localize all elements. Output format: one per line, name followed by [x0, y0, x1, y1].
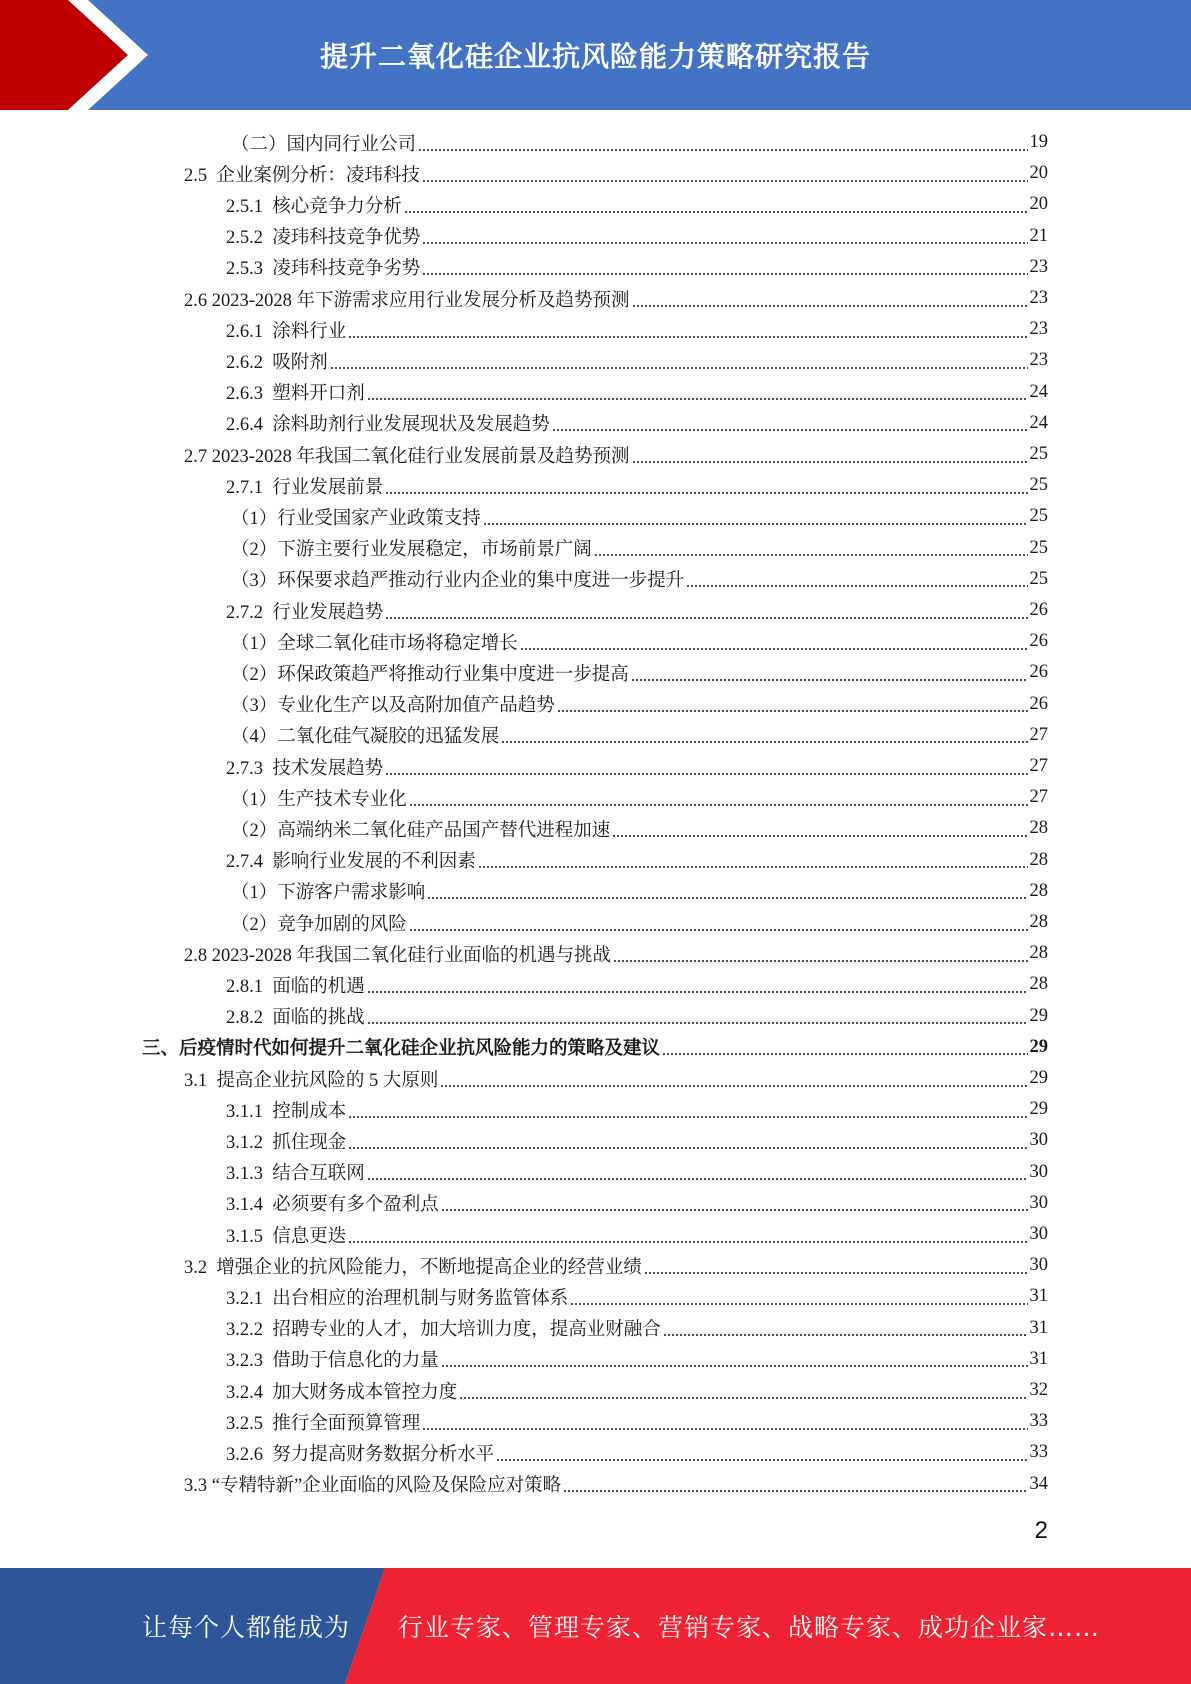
- footer-slogan-right: 行业专家、管理专家、营销专家、战略专家、成功企业家……: [398, 1613, 1101, 1642]
- toc-entry-title: 3.2.3 借助于信息化的力量: [226, 1351, 439, 1372]
- toc-entry-page: 23: [1029, 350, 1048, 371]
- toc-entry[interactable]: [226, 845, 1048, 876]
- toc-entry-title: 2.7 2023-2028 年我国二氧化硅行业发展前景及趋势预测: [184, 446, 630, 467]
- toc-entry[interactable]: [231, 907, 1048, 938]
- toc-entry[interactable]: [231, 689, 1048, 720]
- toc-entry-title: 3.1 提高企业抗风险的 5 大原则: [184, 1070, 439, 1091]
- toc-entry-title: 2.5 企业案例分析：凌玮科技: [184, 165, 420, 186]
- toc-dot-leader: [367, 1022, 1028, 1024]
- toc-entry-page: 28: [1029, 818, 1048, 839]
- toc-entry-title: 2.6.4 涂料助剂行业发展现状及发展趋势: [226, 415, 550, 436]
- toc-entry-page: 25: [1029, 568, 1048, 589]
- toc-entry-page: 21: [1029, 225, 1048, 246]
- toc-entry-page: 28: [1029, 849, 1048, 870]
- toc-dot-leader: [613, 960, 1027, 962]
- page-header: [0, 0, 1191, 110]
- toc-dot-leader: [557, 710, 1028, 712]
- toc-entry-page: 25: [1029, 444, 1048, 464]
- toc-entry[interactable]: [142, 1032, 1048, 1063]
- toc-dot-leader: [552, 429, 1028, 431]
- toc-entry[interactable]: [226, 1375, 1048, 1406]
- toc-entry[interactable]: [231, 626, 1048, 657]
- toc-entry-title: 3.1.5 信息更迭: [226, 1226, 347, 1247]
- toc-dot-leader: [422, 273, 1027, 275]
- toc-dot-leader: [440, 1085, 1027, 1087]
- toc-entry-page: 30: [1029, 1192, 1048, 1213]
- toc-dot-leader: [631, 679, 1028, 681]
- toc-entry-page: 28: [1029, 880, 1048, 901]
- toc-dot-leader: [348, 1147, 1027, 1149]
- page-number: 2: [1034, 1517, 1048, 1544]
- toc-entry[interactable]: [226, 1437, 1048, 1468]
- toc-entry-title: 3.2.6 努力提高财务数据分析水平: [226, 1444, 495, 1465]
- toc-entry-page: 26: [1029, 662, 1048, 683]
- toc-entry[interactable]: [184, 439, 1048, 470]
- toc-entry-page: 33: [1029, 1411, 1048, 1432]
- toc-dot-leader: [496, 1459, 1027, 1461]
- toc-entry-title: 2.7.1 行业发展前景: [226, 477, 384, 498]
- toc-entry-page: 25: [1029, 537, 1048, 558]
- toc-entry-page: 31: [1029, 1317, 1048, 1338]
- toc-entry[interactable]: [226, 252, 1048, 283]
- toc-entry[interactable]: [231, 127, 1048, 158]
- document-title: 提升二氧化硅企业抗风险能力策略研究报告: [319, 40, 871, 73]
- toc-entry-page: 33: [1029, 1442, 1048, 1463]
- toc-dot-leader: [459, 1397, 1027, 1399]
- toc-entry-page: 24: [1029, 381, 1048, 402]
- toc-entry-title: 2.8.2 面临的挑战: [226, 1008, 365, 1029]
- toc-entry-title: 2.7.4 影响行业发展的不利因素: [226, 852, 476, 873]
- toc-entry-title: 2.6.2 吸附剂: [226, 352, 328, 373]
- toc-dot-leader: [422, 1428, 1027, 1430]
- toc-dot-leader: [404, 211, 1028, 213]
- toc-entry[interactable]: [231, 782, 1048, 813]
- toc-entry-page: 28: [1029, 974, 1048, 995]
- toc-entry[interactable]: [184, 283, 1048, 314]
- toc-dot-leader: [427, 897, 1027, 899]
- toc-entry-page: 31: [1029, 1348, 1048, 1369]
- toc-entry-title: （1）全球二氧化硅市场将稳定增长: [231, 633, 518, 654]
- toc-dot-leader: [422, 180, 1028, 182]
- toc-dot-leader: [570, 1303, 1027, 1305]
- toc-entry-page: 20: [1029, 194, 1048, 215]
- toc-entry-title: （1）行业受国家产业政策支持: [231, 508, 481, 529]
- toc-dot-leader: [409, 804, 1028, 806]
- toc-entry[interactable]: [226, 221, 1048, 252]
- toc-entry[interactable]: [231, 533, 1048, 564]
- toc-entry-page: 19: [1029, 132, 1048, 152]
- toc-entry-title: 3.2.2 招聘专业的人才，加大培训力度，提高业财融合: [226, 1320, 661, 1341]
- toc-entry-page: 23: [1029, 288, 1048, 308]
- toc-entry-title: 三、后疫情时代如何提升二氧化硅企业抗风险能力的策略及建议: [142, 1039, 661, 1060]
- toc-entry-page: 20: [1029, 163, 1048, 184]
- toc-dot-leader: [348, 336, 1027, 338]
- toc-entry-page: 30: [1029, 1224, 1048, 1244]
- toc-entry-title: 3.2.1 出台相应的治理机制与财务监管体系: [226, 1288, 569, 1309]
- toc-dot-leader: [367, 398, 1028, 400]
- toc-dot-leader: [501, 741, 1027, 743]
- toc-dot-leader: [520, 648, 1028, 650]
- toc-entry-page: 34: [1029, 1473, 1048, 1494]
- toc-entry[interactable]: [184, 1250, 1048, 1281]
- toc-entry[interactable]: [226, 408, 1048, 439]
- toc-dot-leader: [594, 554, 1028, 556]
- toc-dot-leader: [385, 492, 1027, 494]
- toc-entry-title: （2）竞争加剧的风险: [231, 914, 407, 935]
- toc-entry[interactable]: [226, 377, 1048, 408]
- toc-entry[interactable]: [231, 720, 1048, 751]
- toc-entry-page: 27: [1029, 724, 1048, 745]
- toc-dot-leader: [478, 866, 1028, 868]
- toc-dot-leader: [483, 523, 1028, 525]
- toc-entry-title: 2.7.3 技术发展趋势: [226, 758, 384, 779]
- toc-entry[interactable]: [226, 345, 1048, 376]
- toc-entry[interactable]: [226, 1313, 1048, 1344]
- toc-entry-title: 3.2.4 加大财务成本管控力度: [226, 1382, 458, 1403]
- toc-entry[interactable]: [226, 470, 1048, 501]
- toc-entry-page: 29: [1029, 1036, 1048, 1057]
- toc-entry[interactable]: [231, 657, 1048, 688]
- toc-entry-page: 29: [1029, 1005, 1048, 1026]
- toc-dot-leader: [441, 1209, 1028, 1211]
- toc-entry-page: 23: [1029, 256, 1048, 277]
- toc-dot-leader: [632, 305, 1028, 307]
- toc-entry-title: （2）高端纳米二氧化硅产品国产替代进程加速: [231, 820, 611, 841]
- toc-entry[interactable]: [226, 595, 1048, 626]
- toc-entry-page: 26: [1029, 600, 1048, 620]
- toc-entry-page: 32: [1029, 1380, 1048, 1400]
- toc-entry[interactable]: [226, 1157, 1048, 1188]
- toc-entry-page: 30: [1029, 1130, 1048, 1151]
- toc-entry-title: 2.6.3 塑料开口剂: [226, 384, 365, 405]
- toc-entry-title: （1）生产技术专业化: [231, 789, 407, 810]
- toc-entry-title: 3.3 “专精特新”企业面临的风险及保险应对策略: [184, 1476, 562, 1497]
- toc-dot-leader: [348, 1241, 1027, 1243]
- toc-entry-title: 2.7.2 行业发展趋势: [226, 602, 384, 623]
- toc-dot-leader: [330, 367, 1028, 369]
- toc-dot-leader: [662, 1053, 1027, 1055]
- toc-entry-title: 2.8 2023-2028 年我国二氧化硅行业面临的机遇与挑战: [184, 945, 612, 966]
- toc-dot-leader: [422, 242, 1027, 244]
- toc-entry-title: （2）下游主要行业发展稳定，市场前景广阔: [231, 540, 592, 561]
- toc-entry-page: 27: [1029, 787, 1048, 808]
- toc-dot-leader: [686, 585, 1027, 587]
- toc-entry-title: 2.6 2023-2028 年下游需求应用行业发展分析及趋势预测: [184, 290, 630, 311]
- toc-entry[interactable]: [226, 1094, 1048, 1125]
- toc-entry[interactable]: [184, 1469, 1048, 1500]
- toc-entry-page: 25: [1029, 475, 1048, 496]
- toc-entry-page: 26: [1029, 631, 1048, 652]
- toc-dot-leader: [563, 1490, 1027, 1492]
- toc-entry-title: （1）下游客户需求影响: [231, 883, 426, 904]
- toc-entry[interactable]: [184, 1063, 1048, 1094]
- toc-entry[interactable]: [226, 1125, 1048, 1156]
- toc-entry-title: 2.5.1 核心竞争力分析: [226, 196, 402, 217]
- toc-entry[interactable]: [226, 1281, 1048, 1312]
- toc-dot-leader: [348, 1116, 1027, 1118]
- toc-entry-page: 30: [1029, 1161, 1048, 1182]
- toc-dot-leader: [612, 835, 1027, 837]
- toc-entry-page: 28: [1029, 912, 1048, 932]
- toc-entry-page: 23: [1029, 319, 1048, 340]
- toc-entry[interactable]: [231, 876, 1048, 907]
- toc-entry-page: 30: [1029, 1255, 1048, 1276]
- toc-entry-title: （2）环保政策趋严将推动行业集中度进一步提高: [231, 664, 629, 685]
- toc-dot-leader: [418, 149, 1027, 151]
- toc-entry-title: （4）二氧化硅气凝胶的迅猛发展: [231, 727, 500, 748]
- toc-dot-leader: [632, 461, 1028, 463]
- toc-entry-title: 3.2.5 推行全面预算管理: [226, 1413, 421, 1434]
- toc-entry[interactable]: [226, 1219, 1048, 1250]
- toc-entry-page: 29: [1029, 1099, 1048, 1120]
- toc-dot-leader: [367, 1178, 1028, 1180]
- toc-entry[interactable]: [231, 501, 1048, 532]
- toc-entry[interactable]: [226, 314, 1048, 345]
- toc-entry[interactable]: [184, 938, 1048, 969]
- toc-entry-title: 3.1.2 抓住现金: [226, 1132, 347, 1153]
- page-footer: [0, 1568, 1191, 1684]
- toc-entry[interactable]: [226, 751, 1048, 782]
- toc-entry-page: 25: [1029, 506, 1048, 527]
- toc-entry-title: 3.2 增强企业的抗风险能力，不断地提高企业的经营业绩: [184, 1257, 642, 1278]
- toc-entry[interactable]: [231, 813, 1048, 844]
- toc-dot-leader: [385, 773, 1027, 775]
- toc-dot-leader: [409, 929, 1028, 931]
- toc-entry-title: （3）环保要求趋严推动行业内企业的集中度进一步提升: [231, 571, 685, 592]
- toc-entry[interactable]: [226, 1188, 1048, 1219]
- toc-entry[interactable]: [226, 1344, 1048, 1375]
- toc-entry-page: 28: [1029, 943, 1048, 964]
- toc-dot-leader: [367, 991, 1028, 993]
- toc-entry-page: 26: [1029, 693, 1048, 714]
- toc-entry[interactable]: [226, 189, 1048, 220]
- toc-entry-title: 2.8.1 面临的机遇: [226, 976, 365, 997]
- toc-entry-page: 27: [1029, 756, 1048, 776]
- toc-entry[interactable]: [226, 969, 1048, 1000]
- toc-dot-leader: [663, 1334, 1028, 1336]
- toc-entry-page: 31: [1029, 1286, 1048, 1307]
- toc-entry-title: 3.1.1 控制成本: [226, 1101, 347, 1122]
- toc-entry-page: 29: [1029, 1068, 1048, 1088]
- toc-entry-title: 2.5.3 凌玮科技竞争劣势: [226, 259, 421, 280]
- toc-entry-title: 3.1.4 必须要有多个盈利点: [226, 1195, 439, 1216]
- toc-entry-title: （3）专业化生产以及高附加值产品趋势: [231, 696, 555, 717]
- toc-dot-leader: [441, 1365, 1028, 1367]
- toc-entry-title: （二）国内同行业公司: [231, 134, 417, 155]
- toc-entry-title: 3.1.3 结合互联网: [226, 1164, 365, 1185]
- toc-entry[interactable]: [226, 1406, 1048, 1437]
- toc-dot-leader: [385, 617, 1027, 619]
- toc-entry-title: 2.6.1 涂料行业: [226, 321, 347, 342]
- toc-entry[interactable]: [226, 1001, 1048, 1032]
- toc-entry-page: 24: [1029, 412, 1048, 433]
- toc-entry-title: 2.5.2 凌玮科技竞争优势: [226, 228, 421, 249]
- toc-entry[interactable]: [184, 158, 1048, 189]
- footer-slogan-left: 让每个人都能成为: [142, 1613, 351, 1642]
- toc-dot-leader: [644, 1272, 1028, 1274]
- toc-entry[interactable]: [231, 564, 1048, 595]
